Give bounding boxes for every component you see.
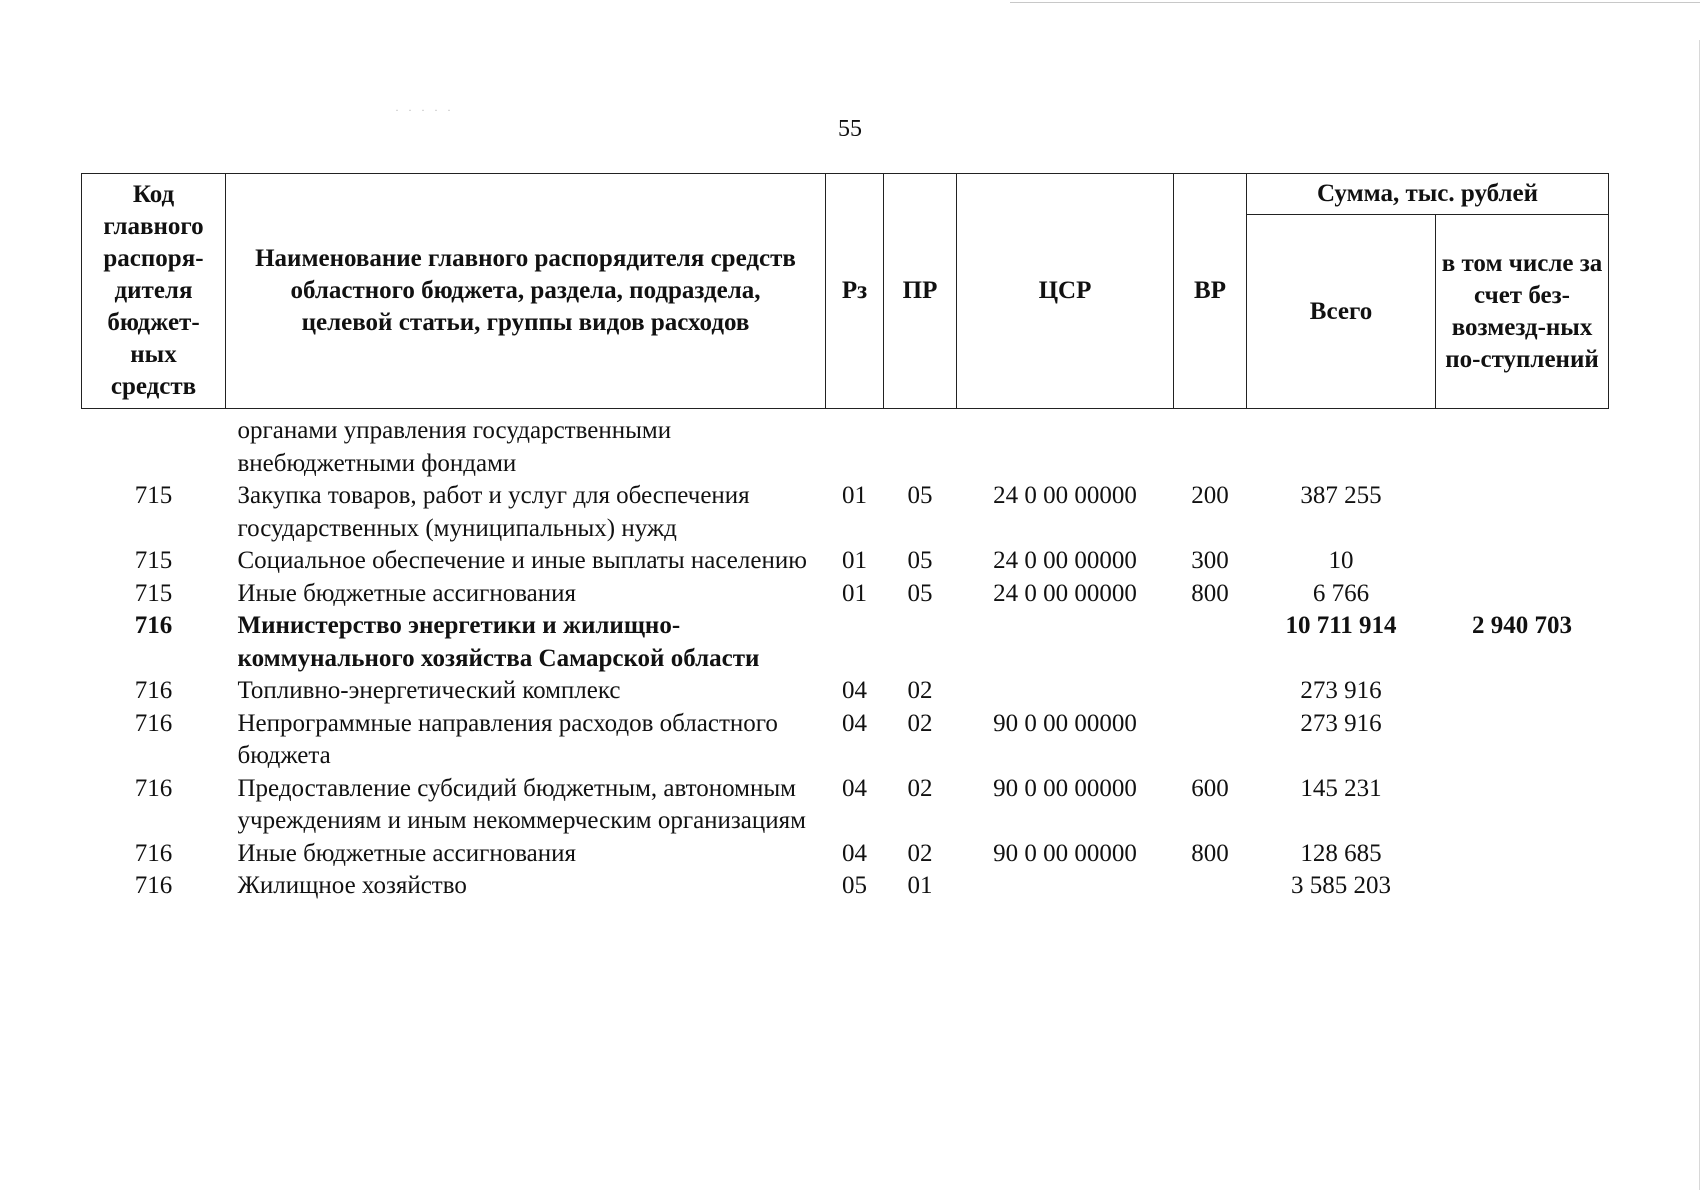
table-row: [82, 578, 1609, 611]
row-grant: 2 940 703: [1472, 612, 1572, 639]
table-row: [82, 870, 1609, 903]
row-rz: 04: [842, 774, 867, 802]
row-total: 273 916: [1300, 709, 1382, 737]
row-csr: 24 0 00 00000: [993, 547, 1137, 574]
row-rz: 04: [842, 709, 867, 737]
row-pr: 02: [907, 709, 933, 737]
table-row: [82, 545, 1609, 578]
row-rz: 01: [842, 579, 867, 607]
row-grant: [1436, 545, 1609, 578]
row-pr: 01: [907, 872, 933, 899]
row-total: 3 585 203: [1291, 872, 1391, 899]
table-row: [82, 838, 1609, 871]
row-total: 387 255: [1300, 482, 1382, 509]
row-code: 716: [134, 709, 173, 737]
row-pr: [884, 409, 957, 481]
row-name: Иные бюджетные ассигнования: [237, 839, 577, 867]
scan-specks: · · · · ·: [395, 103, 454, 117]
row-csr: [957, 675, 1174, 708]
row-name: органами управления государственными внебюджетными фондами: [237, 417, 672, 477]
row-rz: 01: [842, 547, 867, 574]
row-rz: [826, 409, 884, 481]
header-pr: ПР: [884, 174, 957, 409]
row-rz: 04: [842, 839, 867, 867]
row-csr: 90 0 00 00000: [993, 774, 1137, 802]
page-number: 55: [838, 116, 862, 142]
row-grant: [1436, 409, 1609, 481]
row-pr: [884, 610, 957, 675]
row-pr: 02: [907, 774, 933, 802]
row-name: Топливно-энергетический комплекс: [237, 677, 621, 704]
row-code: 716: [134, 872, 173, 899]
row-code: [82, 409, 226, 481]
table-row: [82, 708, 1609, 773]
row-grant: [1436, 675, 1609, 708]
row-pr: 05: [907, 547, 933, 574]
row-vr: 800: [1191, 579, 1229, 607]
row-code: 716: [134, 612, 173, 639]
row-csr: 24 0 00 00000: [993, 579, 1137, 607]
row-code: 716: [134, 774, 173, 802]
row-name: Жилищное хозяйство: [237, 872, 467, 899]
row-name: Непрограммные направления расходов областного бюджета: [237, 709, 778, 769]
table-row: [82, 773, 1609, 838]
header-sum-group: Сумма, тыс. рублей: [1247, 174, 1609, 215]
row-vr: [1174, 708, 1247, 773]
row-vr: [1174, 870, 1247, 903]
row-grant: [1436, 708, 1609, 773]
row-vr: 200: [1191, 482, 1229, 509]
row-total: 128 685: [1300, 839, 1382, 867]
row-csr: [957, 610, 1174, 675]
table-row: [82, 480, 1609, 545]
header-grant: в том числе за счет без-возмезд-ных по-ступлений: [1436, 215, 1609, 409]
row-name: Социальное обеспечение и иные выплаты населению: [237, 547, 807, 574]
row-rz: 04: [842, 677, 867, 704]
row-code: 715: [134, 482, 173, 509]
row-vr: [1174, 409, 1247, 481]
row-grant: [1436, 838, 1609, 871]
row-pr: 02: [907, 839, 933, 867]
row-total: [1247, 409, 1436, 481]
row-pr: 05: [907, 482, 933, 509]
table-row: [82, 409, 1609, 481]
row-csr: 24 0 00 00000: [993, 482, 1137, 509]
scan-edge-right: [1699, 40, 1700, 1190]
row-grant: [1436, 773, 1609, 838]
header-name: Наименование главного распорядителя средств областного бюджета, раздела, подраздела, целевой статьи, группы видов расходов: [226, 174, 826, 409]
row-name: Предоставление субсидий бюджетным, автономным учреждениям и иным некоммерческим организациям: [237, 774, 806, 834]
row-name: Министерство энергетики и жилищно-коммунального хозяйства Самарской области: [237, 612, 760, 672]
row-code: 715: [134, 579, 173, 607]
row-total: 10 711 914: [1285, 612, 1397, 639]
row-vr: [1174, 675, 1247, 708]
row-total: 273 916: [1300, 677, 1382, 704]
header-vr: ВР: [1174, 174, 1247, 409]
row-name: Иные бюджетные ассигнования: [237, 579, 577, 607]
row-grant: [1436, 578, 1609, 611]
header-rz: Рз: [826, 174, 884, 409]
row-csr: [957, 409, 1174, 481]
row-vr: 800: [1191, 839, 1229, 867]
row-vr: 300: [1191, 547, 1229, 574]
row-grant: [1436, 480, 1609, 545]
header-code: Код главного распоря-дителя бюджет-ных средств: [82, 174, 226, 409]
row-csr: 90 0 00 00000: [993, 839, 1137, 867]
row-name: Закупка товаров, работ и услуг для обеспечения государственных (муниципальных) нужд: [237, 482, 750, 542]
row-vr: [1174, 610, 1247, 675]
budget-table: [81, 173, 1609, 903]
row-pr: 02: [907, 677, 933, 704]
row-total: 145 231: [1300, 774, 1382, 802]
table-row: [82, 675, 1609, 708]
row-rz: 01: [842, 482, 867, 509]
row-total: 6 766: [1312, 579, 1370, 607]
row-code: 715: [134, 547, 173, 574]
header-total: Всего: [1247, 215, 1436, 409]
row-vr: 600: [1191, 774, 1229, 802]
row-csr: 90 0 00 00000: [993, 709, 1137, 737]
row-csr: [957, 870, 1174, 903]
table-body: [82, 409, 1609, 903]
row-grant: [1436, 870, 1609, 903]
scan-edge-top: [1010, 2, 1700, 3]
row-code: 716: [134, 677, 173, 704]
row-rz: 05: [842, 872, 867, 899]
row-code: 716: [134, 839, 173, 867]
row-total: 10: [1328, 547, 1354, 574]
header-csr: ЦСР: [957, 174, 1174, 409]
row-pr: 05: [907, 579, 933, 607]
table-row: [82, 610, 1609, 675]
row-rz: [826, 610, 884, 675]
